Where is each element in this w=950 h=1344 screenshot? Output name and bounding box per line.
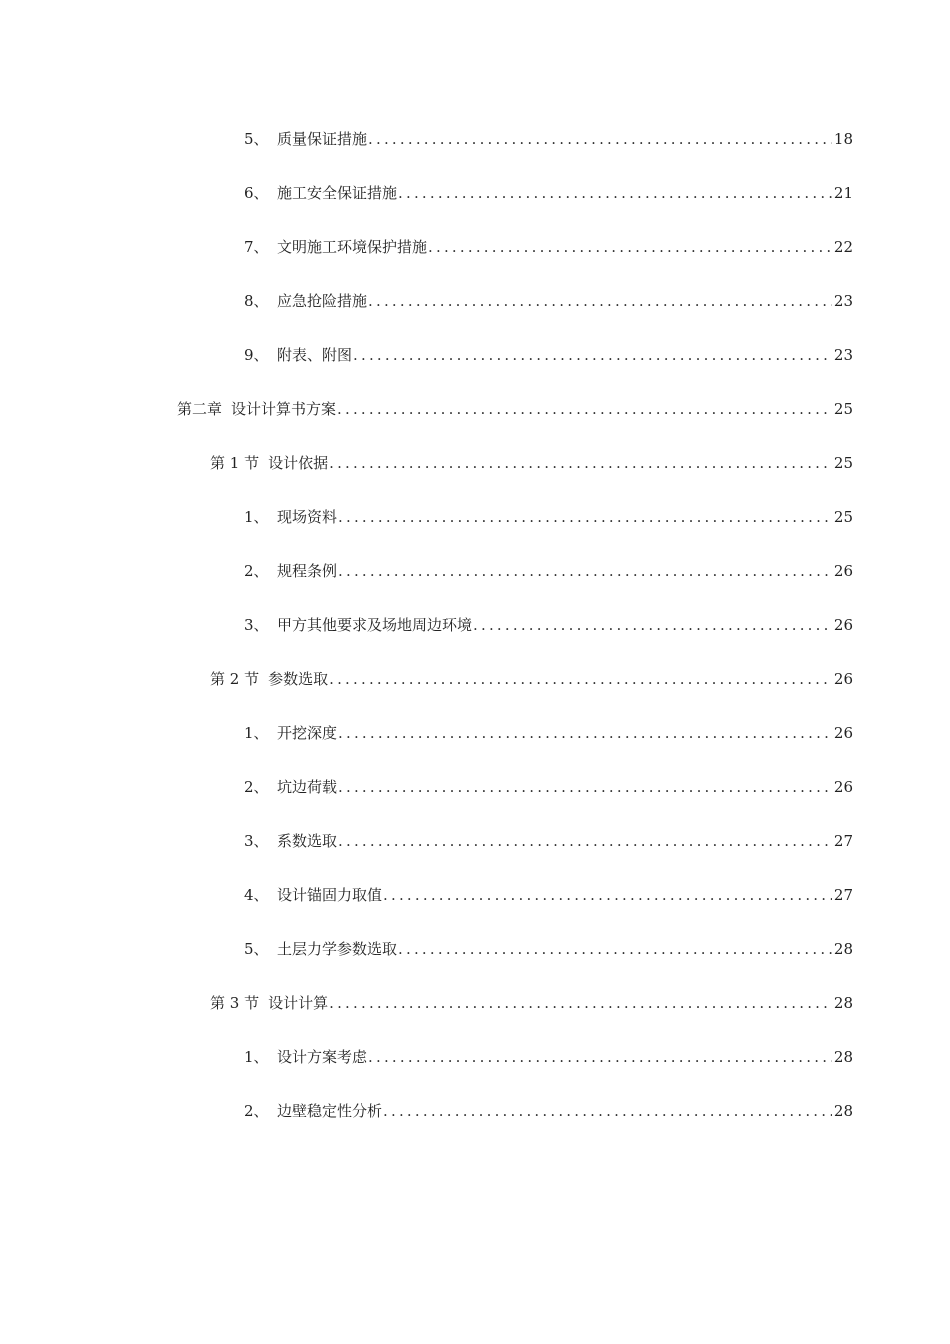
toc-dot-leader xyxy=(329,992,832,1014)
toc-entry-title: 开挖深度 xyxy=(277,724,338,742)
toc-entry-page: 25 xyxy=(833,508,853,526)
toc-entry-number: 5、 xyxy=(244,940,269,958)
toc-entry-number: 第 3 节 xyxy=(210,994,260,1012)
toc-dot-leader xyxy=(368,128,832,150)
toc-entry-page: 28 xyxy=(833,994,853,1012)
toc-entry-number: 第 1 节 xyxy=(210,454,260,472)
toc-entry-number: 1、 xyxy=(244,508,269,526)
toc-entry-number: 第二章 xyxy=(177,400,223,418)
toc-dot-leader xyxy=(383,1100,832,1122)
toc-dot-leader xyxy=(337,398,832,420)
toc-entry-title: 施工安全保证措施 xyxy=(277,184,398,202)
toc-entry-number: 7、 xyxy=(244,238,269,256)
toc-entry[interactable] xyxy=(244,830,853,852)
toc-entry-title: 规程条例 xyxy=(277,562,338,580)
toc-entry-number: 3、 xyxy=(244,616,269,634)
toc-dot-leader xyxy=(383,884,832,906)
toc-chapter-entry[interactable] xyxy=(177,398,853,420)
toc-entry-title: 附表、附图 xyxy=(277,346,353,364)
toc-entry-number: 2、 xyxy=(244,562,269,580)
toc-entry[interactable] xyxy=(244,344,853,366)
toc-dot-leader xyxy=(428,236,832,258)
toc-entry[interactable] xyxy=(244,506,853,528)
toc-entry-page: 27 xyxy=(833,886,853,904)
toc-entry[interactable] xyxy=(244,776,853,798)
toc-entry-title: 设计计算书方案 xyxy=(231,400,337,418)
toc-dot-leader xyxy=(353,344,832,366)
toc-entry-title: 坑边荷载 xyxy=(277,778,338,796)
toc-entry-number: 4、 xyxy=(244,886,269,904)
toc-dot-leader xyxy=(329,452,832,474)
toc-entry-title: 设计计算 xyxy=(268,994,329,1012)
toc-entry[interactable] xyxy=(244,938,853,960)
toc-entry-page: 21 xyxy=(833,184,853,202)
toc-dot-leader xyxy=(329,668,832,690)
toc-entry-number: 第 2 节 xyxy=(210,670,260,688)
toc-dot-leader xyxy=(338,722,832,744)
toc-dot-leader xyxy=(368,1046,832,1068)
toc-entry-page: 26 xyxy=(833,670,853,688)
toc-entry[interactable] xyxy=(244,128,853,150)
toc-entry-number: 2、 xyxy=(244,778,269,796)
toc-section-entry[interactable] xyxy=(210,452,853,474)
toc-dot-leader xyxy=(473,614,832,636)
toc-entry-page: 23 xyxy=(833,346,853,364)
toc-entry[interactable] xyxy=(244,614,853,636)
toc-entry-page: 28 xyxy=(833,1048,853,1066)
toc-entry[interactable] xyxy=(244,1100,853,1122)
toc-entry-number: 1、 xyxy=(244,724,269,742)
toc-entry-page: 28 xyxy=(833,940,853,958)
toc-entry-page: 23 xyxy=(833,292,853,310)
toc-entry-title: 应急抢险措施 xyxy=(277,292,368,310)
toc-entry-title: 边壁稳定性分析 xyxy=(277,1102,383,1120)
toc-entry-page: 25 xyxy=(833,400,853,418)
toc-entry[interactable] xyxy=(244,290,853,312)
toc-dot-leader xyxy=(338,560,832,582)
toc-entry-title: 参数选取 xyxy=(268,670,329,688)
toc-entry-number: 2、 xyxy=(244,1102,269,1120)
toc-entry[interactable] xyxy=(244,236,853,258)
toc-entry[interactable] xyxy=(244,1046,853,1068)
toc-entry-page: 26 xyxy=(833,778,853,796)
toc-entry[interactable] xyxy=(244,884,853,906)
toc-entry-title: 现场资料 xyxy=(277,508,338,526)
toc-entry-title: 文明施工环境保护措施 xyxy=(277,238,428,256)
toc-section-entry[interactable] xyxy=(210,992,853,1014)
toc-entry-title: 设计锚固力取值 xyxy=(277,886,383,904)
toc-entry-title: 系数选取 xyxy=(277,832,338,850)
toc-entry[interactable] xyxy=(244,560,853,582)
toc-section-entry[interactable] xyxy=(210,668,853,690)
toc-entry-page: 22 xyxy=(833,238,853,256)
toc-dot-leader xyxy=(398,182,832,204)
toc-entry-title: 设计方案考虑 xyxy=(277,1048,368,1066)
toc-dot-leader xyxy=(338,506,832,528)
toc-entry-title: 质量保证措施 xyxy=(277,130,368,148)
toc-entry-number: 8、 xyxy=(244,292,269,310)
toc-entry-page: 26 xyxy=(833,562,853,580)
toc-dot-leader xyxy=(398,938,832,960)
toc-entry-page: 25 xyxy=(833,454,853,472)
toc-entry-number: 9、 xyxy=(244,346,269,364)
toc-entry-number: 3、 xyxy=(244,832,269,850)
toc-entry-page: 28 xyxy=(833,1102,853,1120)
toc-entry[interactable] xyxy=(244,722,853,744)
toc-entry-title: 甲方其他要求及场地周边环境 xyxy=(277,616,473,634)
toc-entry-title: 设计依据 xyxy=(268,454,329,472)
toc-entry-page: 26 xyxy=(833,724,853,742)
toc-dot-leader xyxy=(338,776,832,798)
toc-entry-number: 5、 xyxy=(244,130,269,148)
toc-entry-page: 18 xyxy=(833,130,853,148)
toc-dot-leader xyxy=(338,830,832,852)
toc-dot-leader xyxy=(368,290,832,312)
toc-entry-number: 1、 xyxy=(244,1048,269,1066)
toc-entry-number: 6、 xyxy=(244,184,269,202)
toc-entry[interactable] xyxy=(244,182,853,204)
toc-entry-page: 27 xyxy=(833,832,853,850)
toc-entry-title: 土层力学参数选取 xyxy=(277,940,398,958)
toc-entry-page: 26 xyxy=(833,616,853,634)
